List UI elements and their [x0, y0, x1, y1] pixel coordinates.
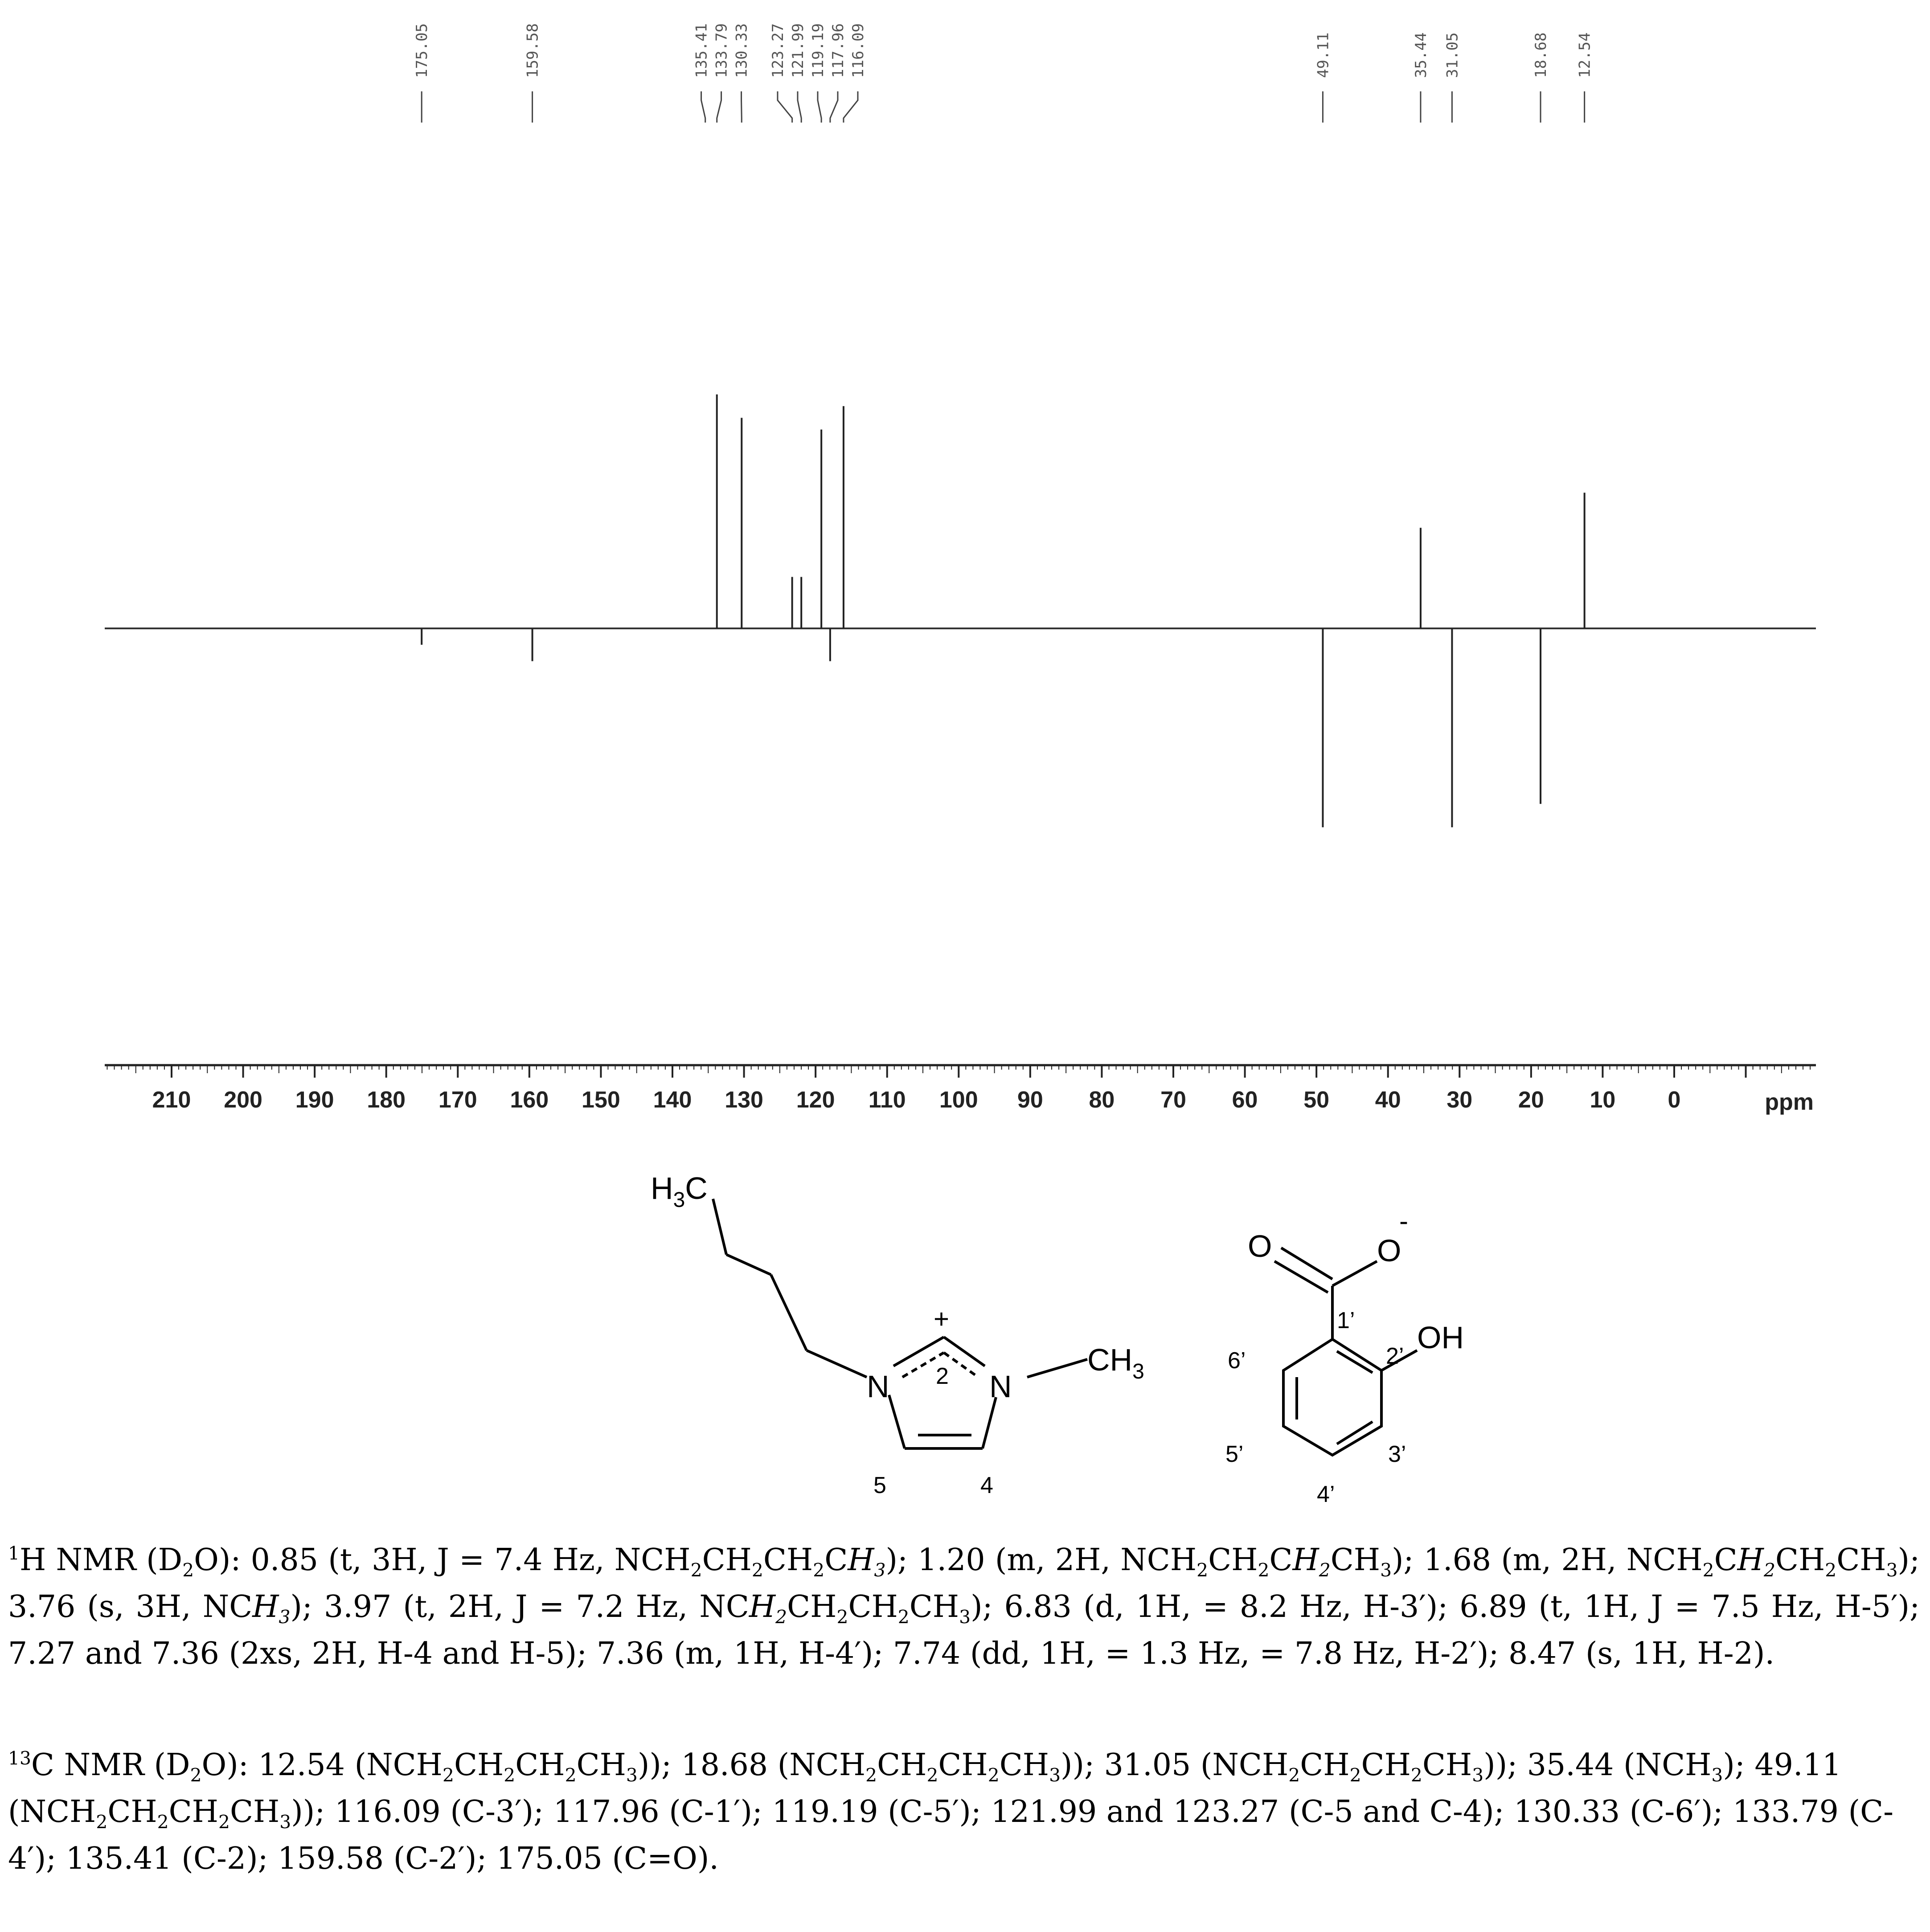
c-nmr-paragraph: $^{13}$C NMR $(D_2O)$: 12.54 $(NCH_2CH_2CH_2CH_3)$); 18.68 $(NCH_2CH_2CH_2CH_3)$); 31.05 $(NCH_2CH_2CH_2CH_3)$); 35.44 $(NCH_3)$; 49.11 $(NCH_2CH_2CH_2CH_3)$); 116.09 (C-3′); 117.96 (C-1′); 119.19 (C-5′); 121.99 and 123.27 (C-5 and C-4); 130.33 (C-6′); 133.79 (C-4′); 135.41 (C-2); 159.58 (C-2′); 175.05 (C=O).	[8, 1747, 1894, 1876]
label-c2: 2’	[1386, 1343, 1404, 1369]
label-n3: N	[989, 1369, 1012, 1404]
peak-label: 18.68	[1532, 32, 1550, 78]
x-tick-label: 30	[1446, 1087, 1473, 1113]
peak-label-connector	[798, 91, 801, 123]
peak-label-connector	[701, 91, 705, 123]
chemical-structures	[579, 1141, 1649, 1533]
x-tick-label: 120	[796, 1087, 835, 1113]
label-c5: 5’	[1225, 1441, 1244, 1467]
label-c6: 6’	[1228, 1348, 1246, 1374]
label-minus: -	[1399, 1206, 1408, 1236]
h-nmr-paragraph: $^1$H NMR $(D_2O)$: 0.85 (t, 3H, J = 7.4 Hz, $NCH_2CH_2CH_2CH_3$); 1.20 (m, 2H, $NCH_2CH_2CH_2CH_3$); 1.68 (m, 2H, $NCH_2CH_2CH_2CH_3$); 3.76 (s, 3H, $NCH_3$); 3.97 (t, 2H, J = 7.2 Hz, $NCH_2CH_2CH_2CH_3$); 6.83 (d, 1H, = 8.2 Hz, H-3′); 6.89 (t, 1H, J = 7.5 Hz, H-5′); 7.27 and 7.36 (2xs, 2H, H-4 and H-5); 7.36 (m, 1H, H-4′); 7.74 (dd, 1H, = 1.3 Hz, = 7.8 Hz, H-2′); 8.47 (s, 1H, H-2).	[8, 1542, 1920, 1671]
x-tick-label: 20	[1518, 1087, 1544, 1113]
x-tick-label: 180	[367, 1087, 406, 1113]
peak-label: 35.44	[1412, 32, 1430, 78]
peak-label: 123.27	[769, 23, 787, 78]
x-tick-label: 90	[1017, 1087, 1043, 1113]
peak-label: 116.09	[849, 23, 867, 78]
x-tick-label: 190	[295, 1087, 334, 1113]
label-o-carbonyl: O	[1248, 1229, 1272, 1263]
label-h3c: $H_3C$	[651, 1171, 708, 1212]
x-tick-label: 60	[1232, 1087, 1258, 1113]
peak-label: 135.41	[693, 23, 711, 78]
x-axis-label: ppm	[1765, 1089, 1814, 1115]
x-tick-label: 0	[1668, 1087, 1681, 1113]
x-tick-label: 80	[1089, 1087, 1115, 1113]
x-tick-label: 150	[582, 1087, 620, 1113]
label-ch3: $CH_3$	[1087, 1342, 1144, 1383]
x-tick-label: 210	[152, 1087, 191, 1113]
imidazolium-cation	[713, 1199, 1087, 1448]
peak-label-connector	[717, 91, 721, 123]
x-tick-label: 160	[510, 1087, 549, 1113]
label-c4: 4’	[1317, 1481, 1335, 1507]
peak-label: 49.11	[1314, 32, 1332, 78]
peak-label-group	[413, 23, 1594, 123]
peak-label: 133.79	[713, 23, 731, 78]
label-pos4: 4	[980, 1473, 993, 1498]
label-pos5: 5	[873, 1473, 886, 1498]
x-tick-label: 40	[1375, 1087, 1401, 1113]
label-oh: OH	[1417, 1320, 1464, 1355]
peak-label: 130.33	[733, 23, 751, 78]
peak-label: 159.58	[524, 23, 542, 78]
peak-label-connector	[830, 91, 838, 123]
x-tick-label: 10	[1590, 1087, 1616, 1113]
label-c3: 3’	[1388, 1441, 1406, 1467]
peak-label: 119.19	[809, 23, 827, 78]
peak-group	[422, 394, 1584, 827]
x-tick-label: 70	[1160, 1087, 1186, 1113]
x-tick-label: 110	[868, 1087, 906, 1113]
x-tick-label: 50	[1303, 1087, 1330, 1113]
peak-label: 12.54	[1576, 32, 1594, 78]
label-c1: 1’	[1337, 1308, 1355, 1333]
label-o-anion: O	[1377, 1233, 1401, 1268]
label-pos2: 2	[936, 1363, 949, 1389]
label-n1: N	[867, 1369, 889, 1404]
label-plus: +	[934, 1304, 950, 1334]
x-tick-label: 200	[224, 1087, 262, 1113]
x-tick-label: 140	[653, 1087, 692, 1113]
cation-labels	[651, 1171, 1144, 1498]
x-tick-label: 100	[939, 1087, 978, 1113]
peak-label: 175.05	[413, 23, 431, 78]
x-tick-label: 170	[438, 1087, 477, 1113]
x-tick-label: 130	[725, 1087, 763, 1113]
peak-label: 121.99	[789, 23, 807, 78]
peak-label-connector	[778, 91, 792, 123]
peak-label: 117.96	[829, 23, 847, 78]
peak-label-connector	[844, 91, 858, 123]
x-axis	[105, 1065, 1816, 1115]
peak-label-connector	[818, 91, 821, 123]
peak-label: 31.05	[1443, 32, 1462, 78]
